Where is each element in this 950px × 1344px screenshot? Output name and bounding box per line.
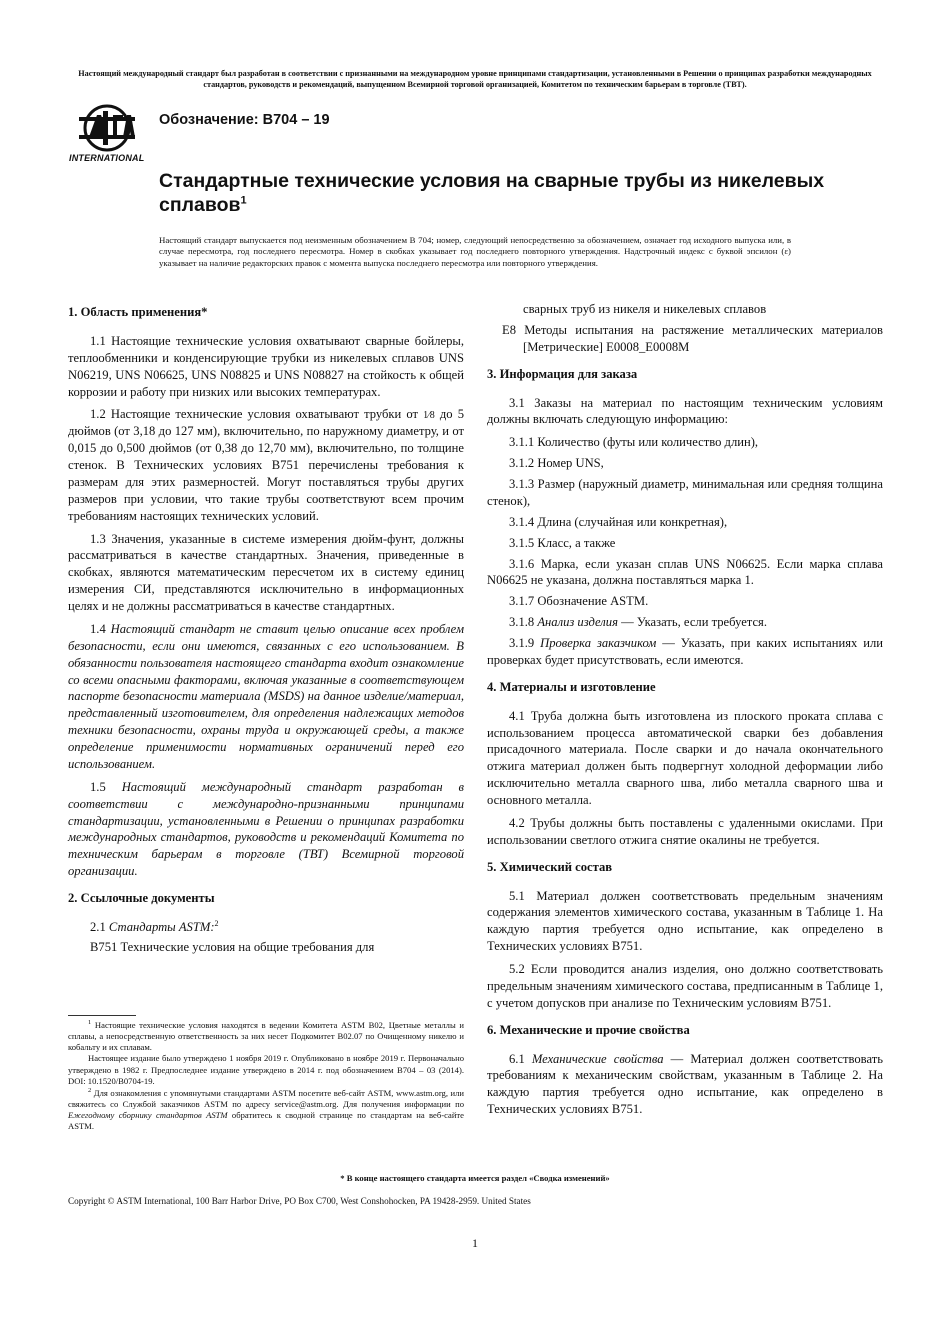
para-1-4: 1.4 Настоящий стандарт не ставит целью описание всех проблем безопасности, если они имеются, связанных с его использованием. В обязанности пользователя настоящего стандарта входит ознакомление со всеми опасными факторами, включая указанные в соответствующем паспорте безопасности материала (MSDS) на данное изделие/материал, представленный изготовителем, для определения надлежащих методов техники безопасности, охраны труда и окружающей среды, а также определение применимости нормативных ограничений перед его использованием. <box>68 621 464 771</box>
section-4-heading: 4. Материалы и изготовление <box>487 679 656 694</box>
para-5-2: 5.2 Если проводится анализ изделия, оно должно соответствовать предельным значениям химического состава, предписанным в Таблице 1, с учетом допусков при анализе по Техническим условиям B751. <box>487 962 883 1010</box>
header-notice: Настоящий международный стандарт был разработан в соответствии с признанными на международном уровне принципами стандартизации, установленными в Решении о принципах разработки международных стандартов, руководств и рекомендаций, выпущенном Всемирной торговой организацией, Комитетом по техническим барьерам в торговле (ТВТ). <box>78 69 872 89</box>
astm-logo-text: INTERNATIONAL <box>69 153 145 163</box>
section-6-heading: 6. Механические и прочие свойства <box>487 1022 690 1037</box>
para-3-1-7: 3.1.7 Обозначение ASTM. <box>509 594 649 609</box>
designation: Обозначение: B704 – 19 <box>159 112 330 128</box>
section-1-heading: 1. Область применения* <box>68 305 208 319</box>
para-3-1-1: 3.1.1 Количество (футы или количество длин), <box>509 435 759 450</box>
para-1-5: 1.5 Настоящий международный стандарт разработан в соответствии с международно-признанными принципами стандартизации, установленными в Решении о принципах разработки международных стандартов, руководств и рекомендаций Комитета по техническим барьерам в торговле (ТВТ) Всемирной торговой организации. <box>68 779 464 879</box>
ref-b751-cont: сварных труб из никеля и никелевых сплавов <box>523 302 767 316</box>
footnote-rule <box>68 1015 136 1016</box>
para-1-3: 1.3 Значения, указанные в системе измерения дюйм-фунт, должны рассматриваться в качестве стандартных. Значения, приведенные в скобках, являются математическим пересчетом их в систему единиц измерения СИ, представляются исключительно в информационных целях и не должны рассматриваться в качестве стандартных. <box>68 531 464 613</box>
para-6-1: 6.1 Механические свойства — Материал должен соответствовать требованиям к механическим свойствам, указанным в Таблице 2. На каждую партия требуется одно испытание, как определено в Технических условиях B751. <box>487 1051 883 1117</box>
para-3-1-6: 3.1.6 Марка, если указан сплав UNS N06625. Если марка сплава N06625 не указана, должна поставляться марка 1. <box>487 556 883 588</box>
section-3-heading: 3. Информация для заказа <box>487 366 638 381</box>
astm-logo <box>67 103 153 167</box>
footnote-1: $^1$ Настоящие технические условия находятся в ведении Комитета ASTM B02, Цветные металлы и сплавы, а непосредственную ответственность за них несет Подкомитет B02.07 по Очищенному никелю и кобальту и их сплавам. <box>68 1019 464 1053</box>
para-3-1-5: 3.1.5 Класс, а также <box>509 535 616 550</box>
para-1-2: 1.2 Настоящие технические условия охватывают трубки от 1⁄8 до 5 дюймов (от 3,18 до 127 мм), включительно, по наружному диаметру, и от 0,015 до 0,500 дюймов (от 0,38 до 12,70 мм), включительно, по толщине стенок. В Технических условиях B751 перечислены требования к размерам для этих размерностей. Могут поставляться трубы других размеров при условии, что такие трубы соответствуют всем прочим требованиям настоящих технических условий. <box>68 407 464 523</box>
para-4-2: 4.2 Трубы должны быть поставлены с удаленными окислами. При использовании светлого отжига снятие окалины не требуется. <box>487 815 883 847</box>
para-3-1-3: 3.1.3 Размер (наружный диаметр, минимальная или средняя толщина стенок), <box>487 477 883 508</box>
footnotes <box>68 1019 464 1132</box>
summary-of-changes-note: * В конце настоящего стандарта имеется раздел «Сводка изменений» <box>340 1173 610 1183</box>
footnote-2: $^2$ Для ознакомления с упомянутыми стандартами ASTM посетите веб-сайт ASTM, www.astm.org, или свяжитесь со Службой заказчиков ASTM по адресу service@astm.org. Для получения информации по Ежегодному сборнику стандартов ASTM обратитесь к сводной странице по стандартам на веб-сайте ASTM. <box>68 1086 464 1132</box>
ref-e8: E8 Методы испытания на растяжение металлических материалов [Метрические] E0008_E0008M <box>502 322 883 354</box>
para-1-1: 1.1 Настоящие технические условия охватывают сварные бойлеры, теплообменники и конденсирующие трубки из никелевых сплавов UNS N06219, UNS N06625, UNS N08825 и UNS N08827 на стойкость к общей коррозии и работу при низких или высоких температурах. <box>68 333 464 399</box>
para-5-1: 5.1 Материал должен соответствовать предельным значениям содержания элементов химического состава, указанным в Таблице 1. На каждую партия требуется одно испытание, как определено в Технических условиях B751. <box>487 888 883 954</box>
para-3-1-2: 3.1.2 Номер UNS, <box>509 456 604 471</box>
para-3-1-4: 3.1.4 Длина (случайная или конкретная), <box>509 514 728 529</box>
footnote-1b: Настоящее издание было утверждено 1 ноября 2019 г. Опубликовано в ноябре 2019 г. Первоначально утверждено в 1982 г. Предпоследнее издание утверждено в 2014 г. под обозначением B704 – 03 (2014). DOI: 10.1520/B0704-19. <box>68 1053 464 1086</box>
para-3-1-8: 3.1.8 Анализ изделия — Указать, если требуется. <box>509 615 767 630</box>
title-footnote-mark: 1 <box>240 194 247 207</box>
section-5-heading: 5. Химический состав <box>487 859 613 874</box>
left-column <box>68 301 464 962</box>
right-column <box>487 301 883 1124</box>
para-2-1: 2.1 Стандарты ASTM:$^2$ <box>90 918 219 935</box>
copyright: Copyright © ASTM International, 100 Barr Harbor Drive, PO Box C700, West Conshohocken, PA 19428-2959. United States <box>68 1196 531 1206</box>
document-title: Стандартные технические условия на сварные трубы из никелевых сплавов$^1$ <box>159 170 825 216</box>
para-3-1-9: 3.1.9 Проверка заказчиком — Указать, при каких испытаниях или проверках будет присутствовать, если имеются. <box>487 636 883 667</box>
para-4-1: 4.1 Труба должна быть изготовлена из плоского проката сплава с использованием процесса автоматической сварки без добавления присадочного материала. После сварки и до начала окончательного отжига материал должен быть подвергнут холодной деформации либо исключительно металла сварного шва, либо металла сварного шва и основного металла. <box>487 708 883 807</box>
page-number: 1 <box>472 1236 478 1250</box>
ref-b751: B751 Технические условия на общие требования для <box>90 939 375 954</box>
preamble: Настоящий стандарт выпускается под неизменным обозначением B 704; номер, следующий непосредственно за обозначением, означает год исходного выпуска или, в случае пересмотра, год последнего пересмотра. Номер в скобках указывает год последнего повторного утверждения. Надстрочный индекс с буквой эпсилон (ε) указывает на наличие редакторских правок с момента выпуска последнего пересмотра или повторного утверждения. <box>159 235 791 268</box>
section-2-heading: 2. Ссылочные документы <box>68 891 215 905</box>
para-3-1: 3.1 Заказы на материал по настоящим техническим условиям должны включать следующую информацию: <box>487 395 883 427</box>
